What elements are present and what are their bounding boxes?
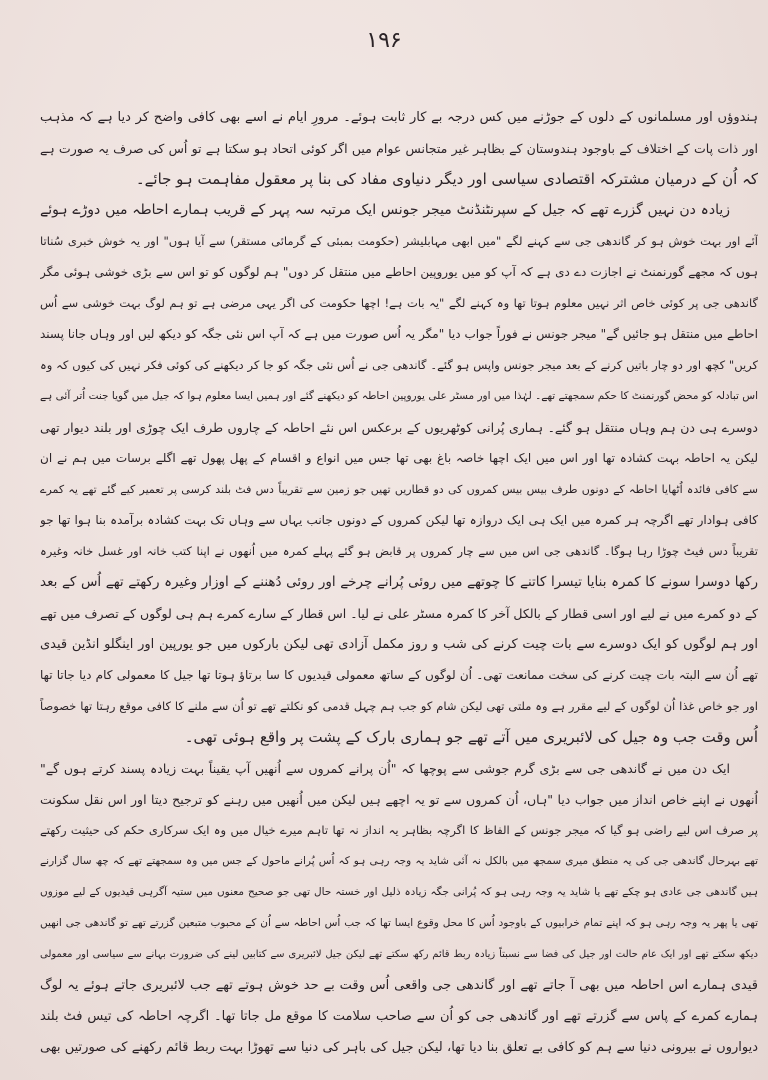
text-line: اور ہم لوگوں کو ایک دوسرے سے بات چیت کرنے کی شب و روز مکمل آزادی تھی لیکن بارکوں میں جو یورپین اور اینگلو انڈین قیدی [40, 637, 758, 652]
text-line: آئے اور بہت خوش ہو کر گاندھی جی سے کہنے لگے "میں ابھی مہابلیشر (حکومت بمبئی کے گرمائی مستقر) سے آیا ہوں" اور یہ خوش خبری سُناتا [40, 234, 758, 248]
text-line: دیواروں نے بیرونی دنیا سے ہم کو کافی بے تعلق بنا دیا تھا، لیکن جیل کی باہر کی دنیا سے تھوڑا بہت ربط قائم رکھنے کی صورتیں بھی [40, 1040, 758, 1055]
text-line: پر صرف اس لیے راضی ہو گیا کہ میجر جونس کے الفاظ کا اگرچہ بظاہر یہ انداز نہ تھا تاہم میرے خیال میں وہ ایک سرکاری حکم کی حیثیت رکھتے [40, 823, 758, 837]
text-line: تھے اُن سے البتہ بات چیت کرنے کی سخت ممانعت تھی۔ اُن لوگوں کے ساتھ معمولی قیدیوں کا سا برتاؤ ہوتا تھا جیل کا معمولی کام دیا جاتا تھا [40, 668, 758, 682]
text-line: گاندھی جی پر کوئی خاص اثر نہیں معلوم ہوتا تھا وہ کہنے لگے "یہ بات ہے! اچھا حکومت کی اگر یہی مرضی ہے تو ہم لوگ بہت خوشی سے اُس [40, 296, 758, 310]
text-line: اور جو خاص غذا اُن لوگوں کے لیے مقرر ہے وہ ملتی تھی لیکن شام کو جب ہم چہل قدمی کو نکلتے تھے تو اُن سے ملنے کا کافی موقع رہتا تھا خصوصاً [40, 699, 758, 713]
text-line: ہندوؤں اور مسلمانوں کے دلوں کے جوڑنے میں کس درجہ بے کار ثابت ہوئے۔ مرورِ ایام نے اسے بھی کافی واضح کر دیا ہے کہ مذہب [40, 110, 758, 125]
text-line: ہیں گاندھی جی عادی ہو چکے تھے یا شاید یہ وجہ رہی ہو کہ پُرانی جگہ زیادہ ذلیل اور خستہ حال تھی جو صحیح معنوں میں ستیہ آگرہی قیدیوں کے لیے موزوں [40, 886, 758, 898]
text-line: اور ذات پات کے اختلاف کے باوجود ہندوستان کے بظاہر غیر متجانس عوام میں اگر کوئی اتحاد ہو سکتا ہے تو اُس کی صرف یہ صورت ہے [40, 141, 758, 156]
text-line: اُنھوں نے اپنے خاص انداز میں جواب دیا "ہاں، اُن کمروں سے تو یہ اچھے ہیں لیکن میں اُنھیں میں رہنے کو ترجیح دیتا اور اس نقل سکونت [40, 792, 758, 807]
text-line: قیدی ہمارے اس احاطہ میں بھی آ جاتے تھے اور گاندھی جی واقعی اُس وقت بے حد خوش ہوتے تھے جب لائبریری جاتے ہوئے یہ لوگ [40, 978, 758, 993]
text-line: تقریباً دس فیٹ چوڑا رہا ہوگا۔ گاندھی جی اس میں سے چار کمروں پر قابض ہو گئے پہلے کمرہ میں اُنھوں نے اپنا کتب خانہ اور غسل خانہ وغیرہ [40, 544, 758, 558]
text-line: احاطے میں منتقل ہو جائیں گے" میجر جونس نے فوراً جواب دیا "مگر یہ اُس صورت میں ہے کہ آپ اس نئی جگہ کو دیکھ لیں اور وہاں جانا پسند [40, 327, 758, 341]
text-line: کہ اُن کے درمیان مشترکہ اقتصادی سیاسی اور دیگر دنیاوی مفاد کی بنا پر معقول مفاہمت ہو جائے۔ [135, 170, 758, 188]
text-line: کریں" کچھ اور دو چار باتیں کرنے کے بعد میجر جونس واپس ہو گئے۔ گاندھی جی نے اُس نئی جگہ کو جا کر دیکھنے کی کوئی فکر نہیں کی کیوں کہ وہ [40, 358, 758, 372]
text-line: ایک دن میں نے گاندھی جی سے بڑی گرم جوشی سے پوچھا کہ "اُن پرانے کمروں سے اُنھیں آپ یقیناً بہت زیادہ پسند کرتے ہوں گے" [40, 761, 730, 776]
text-line: زیادہ دن نہیں گزرے تھے کہ جیل کے سپرنٹنڈنٹ میجر جونس ایک مرتبہ سہ پہر کے قریب ہمارے احاطہ میں دوڑے ہوئے [40, 202, 730, 218]
text-line: اس تبادلہ کو محض گورنمنٹ کا حکم سمجھتے تھے۔ لہٰذا میں اور مسٹر علی یوروپین احاطہ کو دیکھنے گئے اور ہمیں ایسا معلوم ہوا کہ جیل میں گویا جنت اُتر آئی ہے [40, 390, 758, 402]
text-line: لیکن یہ احاطہ بہت کشادہ تھا اور اس میں ایک اچھا خاصہ باغ بھی تھا جس میں انواع و اقسام کے پھل پھول تھے اگلے برسات میں ہم نے ان [40, 451, 758, 465]
text-line: دوسرے ہی دن ہم وہاں منتقل ہو گئے۔ ہماری پُرانی کوٹھریوں کے برعکس اس نئے احاطہ کے چاروں طرف ایک چوڑی اور بلند دیوار تھی [40, 420, 758, 435]
body-text [40, 102, 758, 1063]
page-number: ۱۹۶ [366, 28, 402, 53]
text-line: ہوں کہ مجھے گورنمنٹ نے اجازت دے دی ہے کہ آپ کو میں یوروپین احاطے میں منتقل کر دوں" ہم لوگوں کو تو اس سے بڑی خوشی ہوئی مگر [40, 265, 758, 279]
text-line: کے دو کمرے میں نے لیے اور اسی قطار کے بالکل آخر کا کمرہ مسٹر علی نے لیا۔ اس قطار کے سارے کمرے ہم ہی لوگوں کے تصرف میں تھے [40, 606, 758, 621]
text-line: ہمارے کمرے کے پاس سے گزرتے تھے اور گاندھی جی کو اُن سے صاحب سلامت کا موقع مل جاتا تھا۔ اگرچہ احاطہ کی تیس فٹ بلند [40, 1009, 758, 1024]
text-line: رکھا دوسرا سونے کا کمرہ بنایا تیسرا کاتنے کا چوتھے میں روئی پُرانے چرخے اور روئی دُھننے کے اوزار وغیرہ رکھتے تھے اُس کے بعد [40, 574, 758, 590]
text-line: کافی ہوادار تھے اگرچہ ہر کمرہ میں ایک ہی ایک دروازہ تھا لیکن کمروں کے دونوں جانب یہاں سے وہاں تک بہت کشادہ برآمدہ بنا ہوا تھا جو [40, 513, 758, 527]
text-line: سے کافی فائدہ اُٹھایا احاطہ کے دونوں طرف بیس بیس کمروں کی دو قطاریں تھیں جو زمین سے تقریباً دس فٹ بلند کرسی پر تعمیر کیے گئے تھے یہ کمرے [40, 483, 758, 496]
text-line: تھے بہرحال گاندھی جی کی یہ منطق میری سمجھ میں بالکل نہ آئی شاید یہ وجہ رہی ہو کہ اُس پُرانے ماحول کے جس میں وہ سمجھتے تھے کہ چھ سال گزارنے [40, 855, 758, 867]
text-line: دیکھ سکتے تھے اور ایک عام حالت اور جیل کی فضا سے نسبتاً زیادہ ربط قائم رکھ سکتے تھے لیکن جیل لائبریری سے کتابیں لینے کی ضرورت بہانے سے سیاسی اور معمولی [40, 949, 758, 960]
text-line: اُس وقت جب وہ جیل کی لائبریری میں آتے تھے جو ہماری بارک کے پشت پر واقع ہوئی تھی۔ [184, 728, 758, 746]
text-line: تھی یا پھر یہ وجہ رہی ہو کہ اپنے تمام خرابیوں کے باوجود اُس کا محل وقوع ایسا تھا کہ جب اُس احاطہ سے اُن کے محبوب متبعین گزرتے تھے تو گاندھی جی انھیں [40, 917, 758, 929]
